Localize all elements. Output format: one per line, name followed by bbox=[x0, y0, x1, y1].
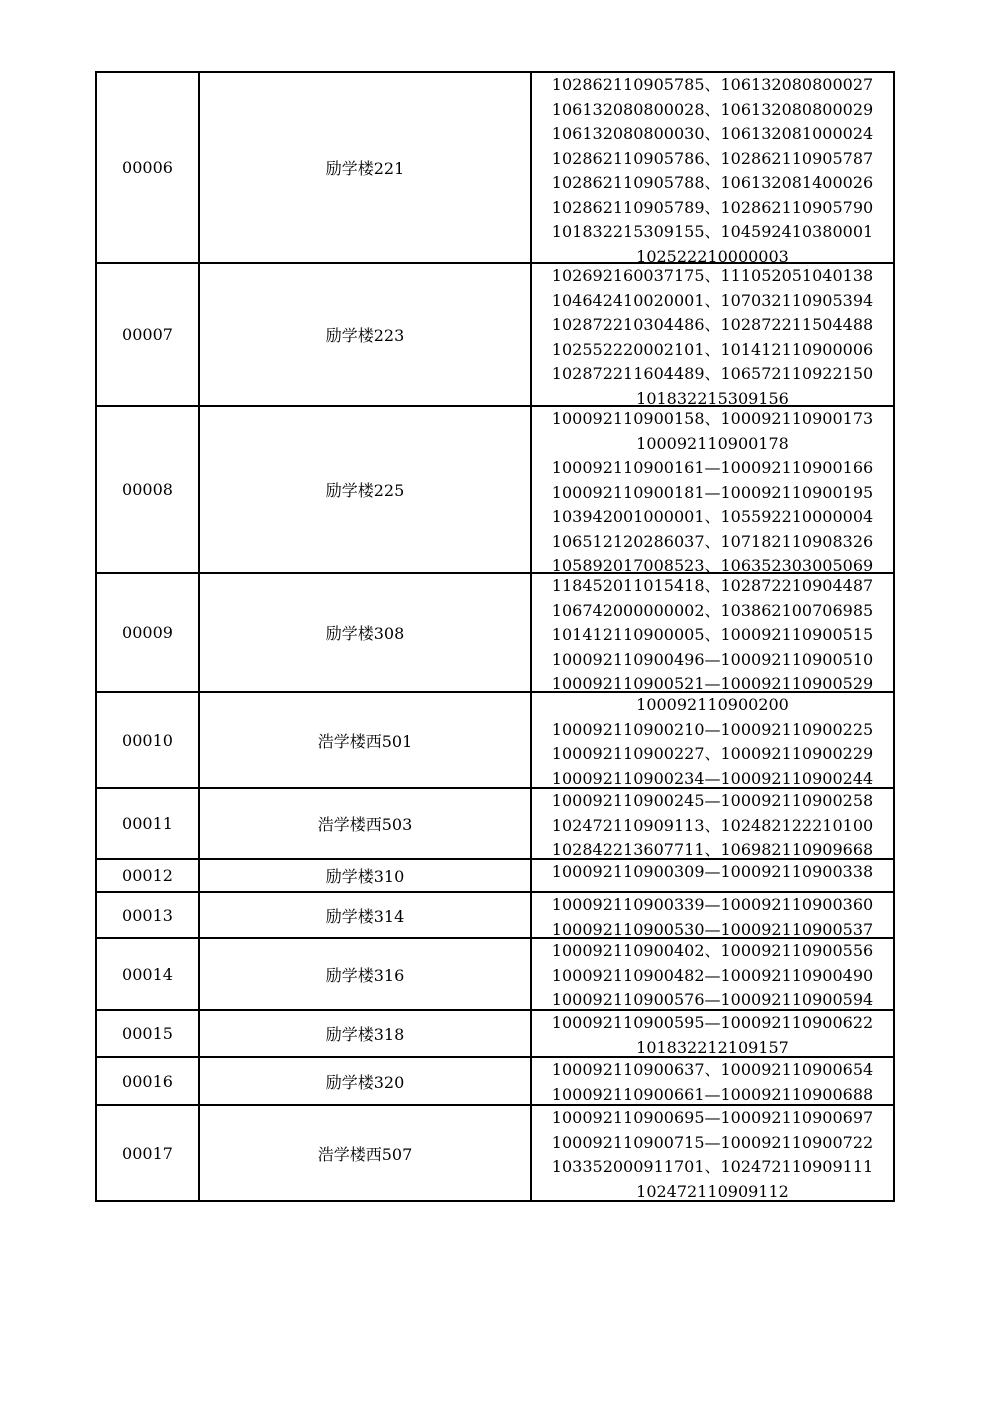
candidate-number-list bbox=[532, 1106, 893, 1200]
candidate-number-line: 105892017008523、106352303005069 bbox=[551, 556, 874, 572]
candidate-number-line: 100092110900158、100092110900173 bbox=[551, 409, 874, 428]
candidate-numbers-cell bbox=[531, 406, 894, 573]
candidate-number-line: 100092110900482—100092110900490 bbox=[551, 965, 874, 985]
candidate-numbers-cell bbox=[531, 859, 894, 892]
candidate-numbers-cell bbox=[531, 1105, 894, 1201]
candidate-number-line: 100092110900245—100092110900258 bbox=[551, 791, 874, 810]
candidate-number-line: 101832215309155、104592410380001 bbox=[551, 222, 874, 241]
candidate-number-list bbox=[532, 693, 893, 787]
candidate-number-line: 106512120286037、107182110908326 bbox=[551, 531, 874, 551]
exam-group-id: 00016 bbox=[96, 1057, 199, 1105]
exam-room-name: 励学楼314 bbox=[199, 892, 531, 938]
candidate-number-line: 104642410020001、107032110905394 bbox=[551, 290, 874, 310]
candidate-number-line: 100092110900496—100092110900510 bbox=[551, 649, 874, 669]
candidate-numbers-cell bbox=[531, 788, 894, 859]
exam-group-id: 00006 bbox=[96, 72, 199, 263]
candidate-number-line: 102862110905789、102862110905790 bbox=[551, 197, 874, 217]
candidate-number-line: 101832212109157 bbox=[636, 1037, 789, 1056]
candidate-number-line: 102472110909113、102482122210100 bbox=[551, 815, 874, 835]
candidate-number-line: 103352000911701、102472110909111 bbox=[551, 1157, 874, 1176]
exam-room-name: 励学楼225 bbox=[199, 406, 531, 573]
candidate-numbers-cell bbox=[531, 1057, 894, 1105]
candidate-number-line: 100092110900402、100092110900556 bbox=[551, 941, 874, 960]
candidate-number-line: 118452011015418、102872210904487 bbox=[551, 576, 874, 595]
candidate-number-line: 100092110900181—100092110900195 bbox=[551, 482, 874, 502]
candidate-number-line: 100092110900309—100092110900338 bbox=[551, 862, 874, 881]
exam-room-name: 励学楼320 bbox=[199, 1057, 531, 1105]
candidate-number-list bbox=[532, 73, 893, 262]
exam-group-id: 00008 bbox=[96, 406, 199, 573]
table-row bbox=[96, 72, 894, 263]
candidate-number-line: 100092110900178 bbox=[636, 433, 789, 453]
candidate-numbers-cell bbox=[531, 263, 894, 406]
exam-room-name: 励学楼221 bbox=[199, 72, 531, 263]
candidate-number-line: 106742000000002、103862100706985 bbox=[551, 600, 874, 620]
candidate-number-line: 102692160037175、111052051040138 bbox=[551, 266, 874, 285]
candidate-number-line: 101832215309156 bbox=[636, 388, 789, 405]
candidate-number-line: 102862110905785、106132080800027 bbox=[551, 75, 874, 94]
candidate-number-list bbox=[532, 264, 893, 405]
exam-group-id: 00014 bbox=[96, 938, 199, 1010]
candidate-numbers-cell bbox=[531, 892, 894, 938]
candidate-number-line: 100092110900339—100092110900360 bbox=[551, 895, 874, 914]
candidate-number-line: 106132080800028、106132080800029 bbox=[551, 99, 874, 119]
candidate-number-line: 100092110900210—100092110900225 bbox=[551, 719, 874, 739]
exam-group-id: 00007 bbox=[96, 263, 199, 406]
candidate-number-list bbox=[532, 789, 893, 858]
candidate-number-line: 102472110909112 bbox=[636, 1181, 789, 1200]
candidate-number-list bbox=[532, 860, 893, 891]
exam-room-name: 励学楼316 bbox=[199, 938, 531, 1010]
candidate-number-list bbox=[532, 574, 893, 691]
exam-room-name: 励学楼308 bbox=[199, 573, 531, 692]
candidate-number-line: 102872211604489、106572110922150 bbox=[551, 364, 874, 383]
candidate-number-line: 100092110900595—100092110900622 bbox=[551, 1013, 874, 1032]
candidate-numbers-cell bbox=[531, 692, 894, 788]
candidate-number-line: 100092110900521—100092110900529 bbox=[551, 674, 874, 691]
table-row bbox=[96, 573, 894, 692]
exam-group-id: 00011 bbox=[96, 788, 199, 859]
exam-group-id: 00012 bbox=[96, 859, 199, 892]
table-row bbox=[96, 263, 894, 406]
candidate-number-line: 100092110900227、100092110900229 bbox=[551, 744, 874, 763]
table-body bbox=[96, 72, 894, 1201]
candidate-number-line: 100092110900200 bbox=[636, 695, 789, 714]
candidate-number-list bbox=[532, 1011, 893, 1056]
candidate-number-list bbox=[532, 939, 893, 1009]
table-row bbox=[96, 788, 894, 859]
exam-room-name: 励学楼318 bbox=[199, 1010, 531, 1057]
candidate-number-line: 102552220002101、101412110900006 bbox=[551, 339, 874, 359]
candidate-number-line: 102522210000003 bbox=[636, 246, 789, 262]
exam-room-name: 励学楼310 bbox=[199, 859, 531, 892]
exam-group-id: 00009 bbox=[96, 573, 199, 692]
candidate-number-line: 100092110900637、100092110900654 bbox=[551, 1060, 874, 1079]
table-row bbox=[96, 692, 894, 788]
exam-room-name: 浩学楼西503 bbox=[199, 788, 531, 859]
candidate-number-line: 103942001000001、105592210000004 bbox=[551, 507, 874, 526]
candidate-number-line: 100092110900530—100092110900537 bbox=[551, 919, 874, 937]
candidate-numbers-cell bbox=[531, 1010, 894, 1057]
table-row bbox=[96, 406, 894, 573]
candidate-number-line: 100092110900576—100092110900594 bbox=[551, 990, 874, 1009]
candidate-number-line: 106132080800030、106132081000024 bbox=[551, 124, 874, 143]
candidate-number-list bbox=[532, 407, 893, 572]
candidate-numbers-cell bbox=[531, 72, 894, 263]
candidate-number-line: 100092110900715—100092110900722 bbox=[551, 1132, 874, 1152]
exam-room-table bbox=[95, 71, 895, 1202]
exam-group-id: 00013 bbox=[96, 892, 199, 938]
candidate-number-list bbox=[532, 1058, 893, 1104]
table-row bbox=[96, 938, 894, 1010]
exam-group-id: 00017 bbox=[96, 1105, 199, 1201]
candidate-number-line: 102872210304486、102872211504488 bbox=[551, 315, 874, 334]
candidate-number-line: 100092110900234—100092110900244 bbox=[551, 768, 874, 787]
exam-room-name: 浩学楼西507 bbox=[199, 1105, 531, 1201]
table-row bbox=[96, 1105, 894, 1201]
exam-room-name: 浩学楼西501 bbox=[199, 692, 531, 788]
candidate-numbers-cell bbox=[531, 573, 894, 692]
candidate-number-line: 101412110900005、100092110900515 bbox=[551, 625, 874, 644]
candidate-number-line: 100092110900661—100092110900688 bbox=[551, 1084, 874, 1104]
candidate-number-line: 100092110900161—100092110900166 bbox=[551, 458, 874, 477]
table-row bbox=[96, 1010, 894, 1057]
table-row bbox=[96, 859, 894, 892]
candidate-number-line: 102862110905786、102862110905787 bbox=[551, 148, 874, 168]
candidate-number-line: 100092110900695—100092110900697 bbox=[551, 1108, 874, 1127]
table-row bbox=[96, 1057, 894, 1105]
candidate-number-line: 102862110905788、106132081400026 bbox=[551, 173, 874, 192]
exam-room-name: 励学楼223 bbox=[199, 263, 531, 406]
exam-group-id: 00010 bbox=[96, 692, 199, 788]
exam-group-id: 00015 bbox=[96, 1010, 199, 1057]
candidate-number-line: 102842213607711、106982110909668 bbox=[551, 840, 874, 858]
candidate-number-list bbox=[532, 893, 893, 937]
table-row bbox=[96, 892, 894, 938]
candidate-numbers-cell bbox=[531, 938, 894, 1010]
